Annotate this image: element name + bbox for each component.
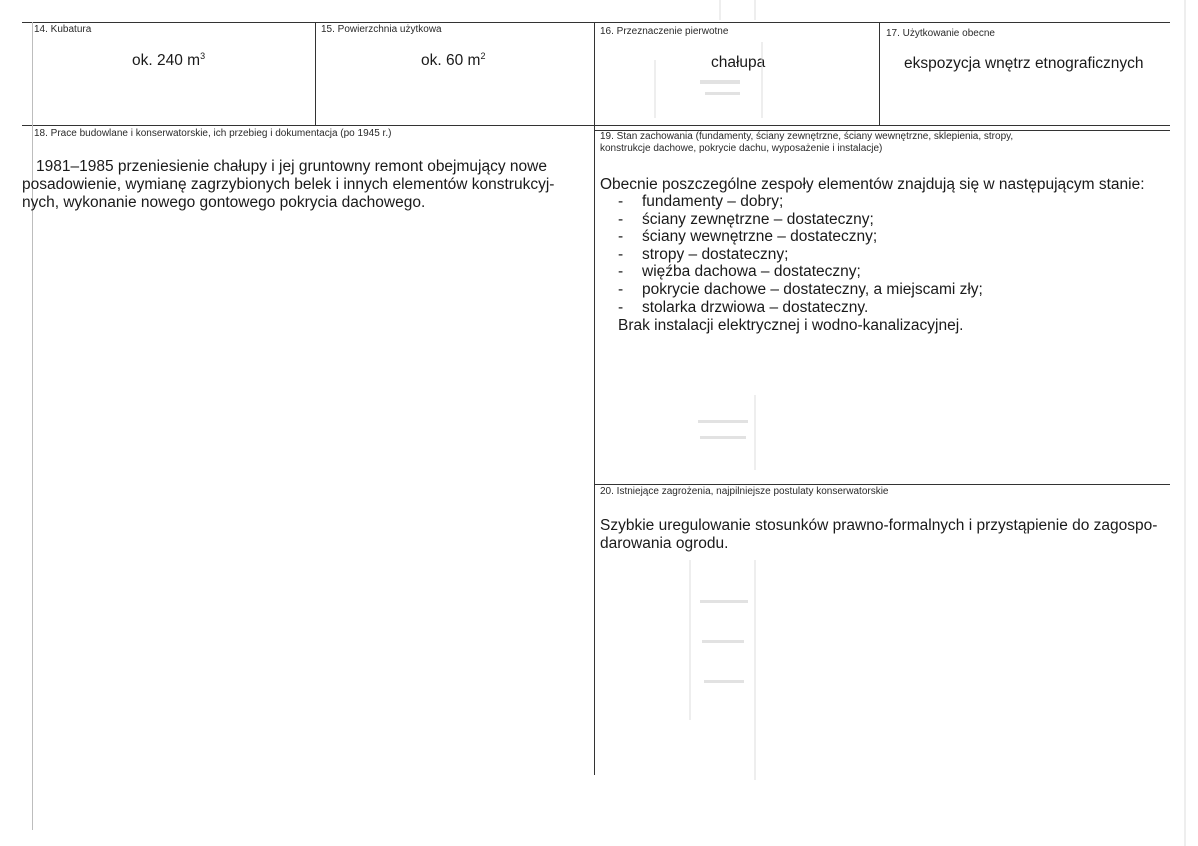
list-item-text: więźba dachowa – dostateczny; xyxy=(642,263,861,281)
field-18-line-2: posadowienie, wymianę zagrzybionych belek i innych elementów konstrukcyj- xyxy=(22,176,555,193)
list-item-text: pokrycie dachowe – dostateczny, a miejscami zły; xyxy=(642,280,983,298)
field-20-line-1: Szybkie uregulowanie stosunków prawno-formalnych i przystąpienie do zagospo- xyxy=(600,517,1158,534)
list-item-text: fundamenty – dobry; xyxy=(642,193,784,210)
section-20-divider xyxy=(594,484,1170,485)
field-19-label-line-2: konstrukcje dachowe, pokrycie dachu, wyposażenie i instalacje) xyxy=(600,143,883,154)
list-item-text: ściany zewnętrzne – dostateczny; xyxy=(642,210,874,228)
field-20-line-2: darowania ogrodu. xyxy=(600,535,729,552)
field-15-value-sup: 2 xyxy=(480,51,486,61)
list-item xyxy=(600,211,983,229)
field-15-label: 15. Powierzchnia użytkowa xyxy=(321,24,442,35)
field-17-label: 17. Użytkowanie obecne xyxy=(886,28,995,39)
list-dash: - xyxy=(618,193,624,210)
list-dash: - xyxy=(618,210,624,228)
field-16-value: chałupa xyxy=(711,54,766,71)
field-16-label: 16. Przeznaczenie pierwotne xyxy=(600,26,729,37)
field-15-value-text: ok. 60 m xyxy=(421,52,481,70)
divider-16-17 xyxy=(879,22,880,125)
list-dash: - xyxy=(618,228,624,246)
field-14-value-sup: 3 xyxy=(200,51,206,61)
list-item-text: stropy – dostateczny; xyxy=(642,245,789,263)
top-row-bottom-line xyxy=(22,125,1170,126)
divider-15-16 xyxy=(594,22,595,775)
field-17-value: ekspozycja wnętrz etnograficznych xyxy=(904,55,1144,72)
list-item-text: ściany wewnętrzne – dostateczny; xyxy=(642,228,878,246)
list-item xyxy=(600,263,983,281)
list-item xyxy=(600,228,983,246)
field-14-value xyxy=(132,51,205,70)
field-18-line-1: 1981–1985 przeniesienie chałupy i jej gruntowny remont obejmujący nowe xyxy=(36,158,547,175)
left-margin-line xyxy=(32,22,33,830)
field-19-outro: Brak instalacji elektrycznej i wodno-kanalizacyjnej. xyxy=(618,317,964,334)
field-19-label-line-1: 19. Stan zachowania (fundamenty, ściany zewnętrzne, ściany wewnętrzne, sklepienia, stropy, xyxy=(600,131,1014,142)
list-dash: - xyxy=(618,280,624,298)
field-18-line-3: nych, wykonanie nowego gontowego pokrycia dachowego. xyxy=(22,194,426,211)
list-dash: - xyxy=(618,263,624,281)
field-15-value xyxy=(421,51,485,70)
field-19-list xyxy=(600,193,983,316)
list-dash: - xyxy=(618,298,624,316)
field-18-label: 18. Prace budowlane i konserwatorskie, ich przebieg i dokumentacja (po 1945 r.) xyxy=(34,128,392,139)
field-20-label: 20. Istniejące zagrożenia, najpilniejsze postulaty konserwatorskie xyxy=(600,486,889,497)
list-item xyxy=(600,246,983,264)
field-14-label: 14. Kubatura xyxy=(34,24,92,35)
list-item-text: stolarka drzwiowa – dostateczny. xyxy=(642,298,869,316)
divider-14-15 xyxy=(315,22,316,125)
field-14-value-text: ok. 240 m xyxy=(132,52,201,70)
list-item xyxy=(600,193,983,211)
list-item xyxy=(600,281,983,299)
field-20-text xyxy=(600,517,1165,553)
field-18-text xyxy=(22,158,590,212)
field-19-intro: Obecnie poszczególne zespoły elementów znajdują się w następującym stanie: xyxy=(600,176,1145,193)
list-dash: - xyxy=(618,245,624,263)
top-row-line xyxy=(22,22,1170,23)
list-item xyxy=(600,299,983,317)
